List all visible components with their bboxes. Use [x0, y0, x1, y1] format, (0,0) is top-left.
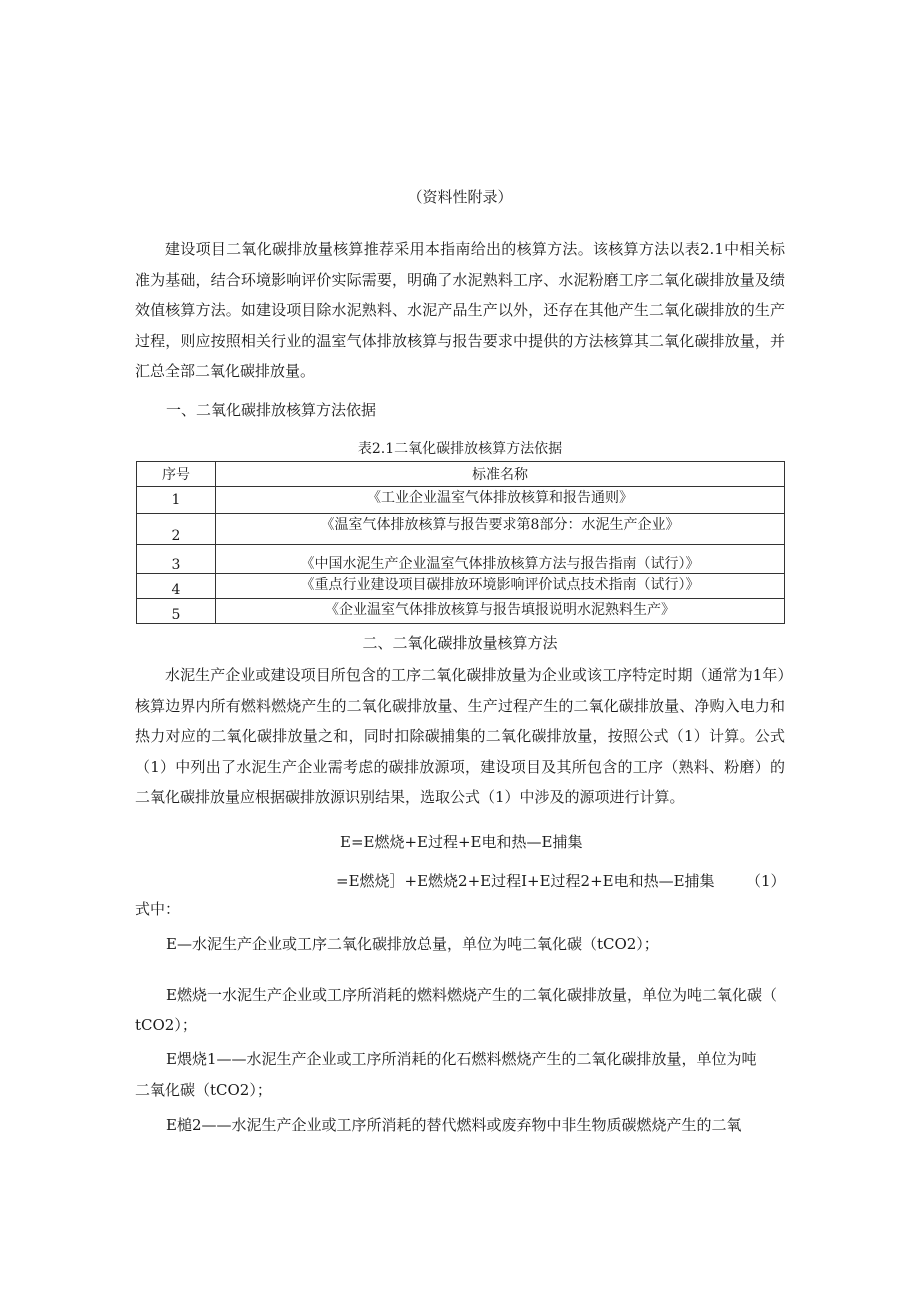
definition-e-burn2-line1: E槌2——水泥生产企业或工序所消耗的替代燃料或废弃物中非生物质碳燃烧产生的二氧 — [166, 1116, 742, 1134]
row-number: 3 — [137, 545, 216, 574]
formula-line-1: E=E燃烧+E过程+E电和热—E捕集 — [340, 833, 583, 851]
definition-e-burn1-line1: E煨烧1——水泥生产企业或工序所消耗的化石燃料燃烧产生的二氧化碳排放量，单位为吨 — [166, 1050, 757, 1068]
table-header-row — [137, 462, 785, 487]
row-standard-name: 《温室气体排放核算与报告要求第8部分：水泥生产企业》 — [216, 514, 785, 545]
table-caption: 表2.1二氧化碳排放核算方法依据 — [357, 441, 563, 457]
definitions-intro: 式中： — [135, 900, 181, 918]
formula-line-2: =E燃烧］+E燃烧2+E过程I+E过程2+E电和热—E捕集 — [336, 872, 715, 890]
definition-e-burn-line2: tCO2）； — [135, 1016, 197, 1034]
definition-e-burn1-line2: 二氧化碳（tCO2）； — [135, 1081, 272, 1099]
standards-table — [136, 461, 785, 624]
definition-e-burn-line1: E燃烧一水泥生产企业或工序所消耗的燃料燃烧产生的二氧化碳排放量，单位为吨二氧化碳（ — [166, 986, 777, 1004]
row-number: 2 — [137, 514, 216, 545]
formula-number: （1） — [746, 872, 786, 890]
column-header-name: 标准名称 — [216, 462, 785, 487]
intro-paragraph: 建设项目二氧化碳排放量核算推荐采用本指南给出的核算方法。该核算方法以表2.1中相关标准为基础，结合环境影响评价实际需要，明确了水泥熟料工序、水泥粉磨工序二氧化碳排放量及绩效值核算方法。如建设项目除水泥熟料、水泥产品生产以外，还存在其他产生二氧化碳排放的生产过程，则应按照相关行业的温室气体排放核算与报告要求中提供的方法核算其二氧化碳排放量，并汇总全部二氧化碳排放量。 — [135, 240, 785, 380]
definition-e-total: E—水泥生产企业或工序二氧化碳排放总量，单位为吨二氧化碳（tCO2）； — [166, 935, 659, 953]
section1-heading: 一、二氧化碳排放核算方法依据 — [166, 401, 377, 419]
row-number: 1 — [137, 487, 216, 514]
column-header-number: 序号 — [137, 462, 216, 487]
row-number: 5 — [137, 599, 216, 624]
row-number: 4 — [137, 574, 216, 599]
section2-heading: 二、二氧化碳排放量核算方法 — [362, 634, 558, 652]
row-standard-name: 《中国水泥生产企业温室气体排放核算方法与报告指南（试行）》 — [216, 545, 785, 574]
appendix-label: （资料性附录） — [407, 188, 513, 206]
table-row — [137, 574, 785, 599]
row-standard-name: 《重点行业建设项目碳排放环境影响评价试点技术指南（试行）》 — [216, 574, 785, 599]
row-standard-name: 《工业企业温室气体排放核算和报告通则》 — [216, 487, 785, 514]
table-row — [137, 545, 785, 574]
table-row — [137, 514, 785, 545]
row-standard-name: 《企业温室气体排放核算与报告填报说明水泥熟料生产》 — [216, 599, 785, 624]
section2-paragraph: 水泥生产企业或建设项目所包含的工序二氧化碳排放量为企业或该工序特定时期（通常为1年）核算边界内所有燃料燃烧产生的二氧化碳排放量、生产过程产生的二氧化碳排放量、净购入电力和热力对应的二氧化碳排放量之和，同时扣除碳捕集的二氧化碳排放量，按照公式（1）计算。公式（1）中列出了水泥生产企业需考虑的碳排放源项，建设项目及其所包含的工序（熟料、粉磨）的二氧化碳排放量应根据碳排放源识别结果，选取公式（1）中涉及的源项进行计算。 — [135, 666, 785, 806]
table-row — [137, 599, 785, 624]
table-row — [137, 487, 785, 514]
